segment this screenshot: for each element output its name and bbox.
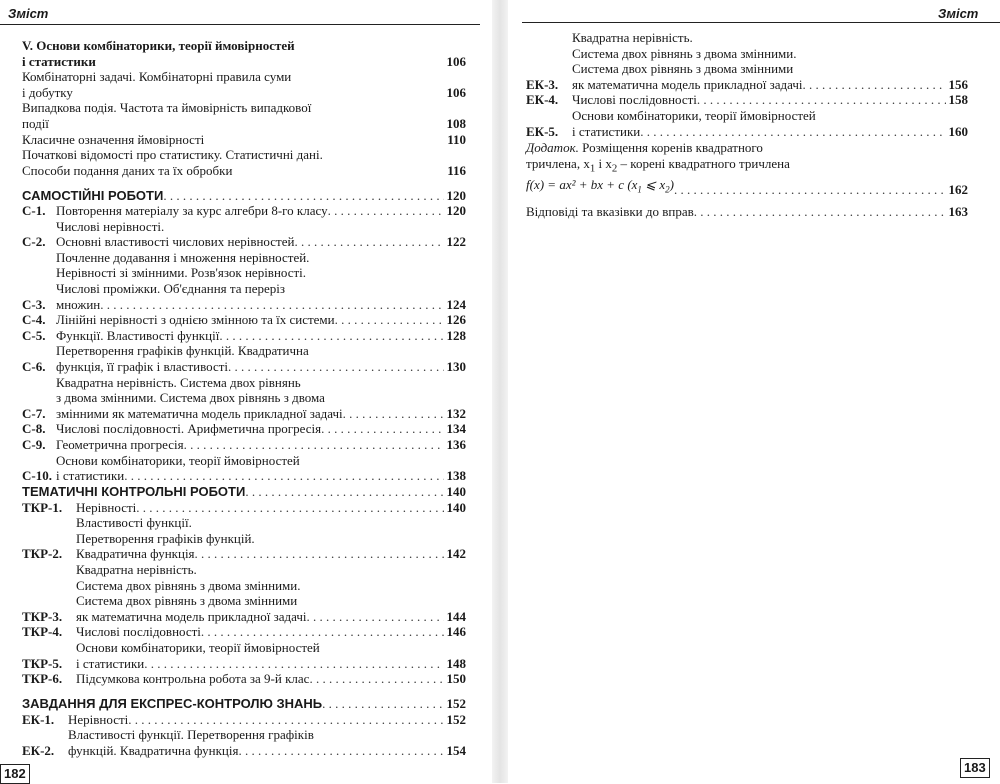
toc-entry-line: Квадратна нерівність. [76, 561, 197, 577]
toc-entry-body [56, 421, 466, 437]
leader-dots [144, 656, 443, 672]
toc-entry[interactable] [22, 562, 466, 624]
toc-left [22, 38, 466, 204]
toc-entry-title-line: V. Основи комбінаторики, теорії ймовірностей [22, 38, 295, 53]
leader-dots [640, 124, 945, 140]
toc-entry-line: Перетворення графіків функцій. [76, 530, 255, 546]
toc-entry[interactable] [526, 92, 968, 108]
toc-entry-line: як математична модель прикладної задачі [76, 608, 307, 624]
toc-entry[interactable] [22, 203, 466, 219]
toc-entry-lastrow [76, 500, 466, 516]
toc-entry-code: ЕК-2. [22, 742, 55, 758]
toc-appendix [526, 140, 968, 220]
toc-entry-code: С-7. [22, 405, 46, 421]
header-rule-right [522, 22, 1000, 23]
toc-entry-line: як математична модель прикладної задачі [572, 76, 803, 92]
toc-entry-code: ЕК-3. [526, 76, 559, 92]
toc-entry[interactable] [526, 108, 968, 139]
toc-entry-section-v[interactable] [22, 38, 466, 69]
toc-entry-lastrow [56, 359, 466, 375]
toc-entry-line: Система двох рівнянь з двома змінними [76, 593, 298, 609]
appendix-line1 [526, 140, 968, 156]
toc-page-number: 162 [948, 182, 968, 198]
toc-entry-lastrow [76, 656, 466, 672]
toc-entry-line: Випадкова подія. Частота та ймовірність випадкової [22, 100, 312, 116]
toc-entry-lastrow [68, 743, 466, 759]
toc-entry-line: множин [56, 296, 101, 312]
leader-dots [343, 406, 444, 422]
subscript: 1 [637, 184, 642, 195]
toc-entry[interactable] [22, 640, 466, 671]
toc-page-number: 140 [446, 484, 466, 499]
toc-page-number: 120 [446, 203, 466, 218]
leader-dots [674, 182, 946, 198]
formula-part: ) [669, 176, 674, 192]
toc-entry-appendix[interactable] [526, 140, 968, 198]
toc-page-number: 132 [446, 405, 466, 421]
toc-page-number: 163 [948, 203, 968, 219]
toc-section-sr[interactable] [22, 188, 466, 204]
toc-page-number: 120 [446, 188, 466, 204]
toc-entry-lastrow [56, 421, 466, 437]
leader-dots [803, 77, 946, 93]
toc-entry-lastrow [76, 546, 466, 562]
toc-entry-code: ТКР-3. [22, 608, 63, 624]
toc-entry-body [56, 437, 466, 453]
toc-page-number: 116 [447, 162, 466, 178]
toc-entry-line: Відповіді та вказівки до вправ [526, 203, 694, 219]
toc-page-number: 160 [948, 123, 968, 139]
toc-entry-code: С-9. [22, 436, 46, 452]
page-number-left: 182 [0, 764, 30, 784]
toc-entry-lastrow [22, 484, 466, 500]
toc-entry-line: Основи комбінаторики, теорії ймовірностей [56, 452, 300, 468]
toc-entry-lastrow [22, 696, 466, 712]
toc-entry-code: ТКР-5. [22, 655, 63, 671]
subscript: 1 [589, 162, 596, 175]
toc-entry-line: Основи комбінаторики, теорії ймовірностей [76, 639, 320, 655]
toc-entry-title-line: і статистики [22, 53, 96, 69]
toc-entry-line: події [22, 115, 49, 131]
formula-part: ⩽ x [641, 176, 666, 192]
appendix-text: тричлена, x [526, 155, 590, 171]
toc-entry-lastrow [572, 77, 968, 93]
toc-entry-body [76, 624, 466, 640]
right-page [508, 0, 1000, 783]
toc-section-title: ЗАВДАННЯ ДЛЯ ЕКСПРЕС-КОНТРОЛЮ ЗНАНЬ [22, 696, 323, 711]
toc-entry-body [56, 250, 466, 312]
subscript: 2 [611, 162, 618, 175]
toc-entry-line: Числові нерівності. [56, 218, 165, 234]
toc-entry-body [56, 219, 466, 250]
toc-entry-lastrow [56, 234, 466, 250]
toc-page-number: 148 [446, 655, 466, 671]
toc-page-number: 146 [446, 624, 466, 640]
toc-page-number: 142 [446, 546, 466, 562]
appendix-text: – корені квадратного тричлена [617, 155, 790, 171]
toc-entry-line: Способи подання даних та їх обробки [22, 162, 233, 178]
appendix-formula [526, 177, 674, 198]
toc-entry-lastrow [76, 624, 466, 640]
leader-dots [335, 312, 444, 328]
toc-entry-line: Перетворення графіків функцій. Квадратична [56, 343, 309, 359]
leader-dots [219, 328, 443, 344]
toc-list-ek-right [526, 30, 968, 139]
leader-dots [322, 696, 443, 712]
leader-dots [238, 743, 443, 759]
toc-entry-line: Початкові відомості про статистику. Статистичні дані. [22, 147, 323, 163]
toc-entry[interactable] [22, 343, 466, 374]
toc-entry-line: Квадратна нерівність. [572, 30, 693, 45]
toc-page-number: 108 [446, 115, 466, 131]
toc-page-number: 150 [446, 671, 466, 687]
toc-entry-line: Основи комбінаторики, теорії ймовірностей [572, 107, 816, 123]
toc-entry[interactable] [22, 375, 466, 422]
toc-entry-lastrow [56, 468, 466, 484]
toc-entry-line: Властивості функції. Перетворення графіків [68, 727, 314, 743]
toc-entry-line: Нерівності зі змінними. Розв'язок нерівності. [56, 265, 307, 281]
toc-entry-line: і статистики [76, 655, 145, 671]
appendix-text: і x [595, 155, 612, 171]
toc-entry[interactable] [22, 712, 466, 728]
left-page [0, 0, 492, 783]
toc-entry-code: С-6. [22, 358, 46, 374]
toc-entry-code: ТКР-2. [22, 546, 63, 562]
leader-dots [201, 624, 444, 640]
toc-entry-lastrow [76, 609, 466, 625]
leader-dots [128, 712, 443, 728]
toc-entry-v-4[interactable] [22, 147, 466, 178]
toc-entry-lastrow [56, 406, 466, 422]
toc-entry-body [76, 515, 466, 562]
toc-entry[interactable] [22, 250, 466, 312]
leader-dots [124, 468, 443, 484]
toc-entry-v-1[interactable] [22, 69, 466, 100]
page-number-right: 183 [960, 758, 990, 778]
toc-page-number: 154 [446, 742, 466, 758]
toc-entry-body [76, 500, 466, 516]
toc-page-number: 122 [446, 234, 466, 250]
toc-entry-lastrow [56, 437, 466, 453]
toc-entry-lastrow [56, 203, 466, 219]
toc-entry-line: Нерівності [68, 711, 129, 727]
toc-page-number: 126 [446, 312, 466, 328]
toc-entry-lastrow [56, 312, 466, 328]
toc-entry-line: і добутку [22, 84, 73, 100]
leader-dots [294, 234, 443, 250]
leader-dots [321, 421, 443, 437]
toc-entry-body [56, 375, 466, 422]
leader-dots [228, 359, 443, 375]
toc-page-number: 134 [446, 421, 466, 437]
toc-entry-body [22, 484, 466, 500]
toc-entry-line: Квадратична функція [76, 546, 195, 562]
toc-list-sr [22, 203, 466, 484]
toc-page-number: 130 [446, 358, 466, 374]
toc-page-number: 124 [446, 296, 466, 312]
toc-entry-line: Основні властивості числових нерівностей [56, 234, 295, 250]
toc-page-number: 136 [446, 436, 466, 452]
toc-entry[interactable] [22, 727, 466, 758]
toc-page-number: 144 [446, 608, 466, 624]
toc-entry-line: Властивості функції. [76, 515, 192, 531]
toc-entry-line: Система двох рівнянь з двома змінними. [76, 577, 301, 593]
toc-entry-line: Лінійні нерівності з однією змінною та їх системи [56, 312, 335, 328]
toc-page-number: 152 [446, 696, 466, 711]
toc-entry-line: Підсумкова контрольна робота за 9-й клас [76, 671, 310, 687]
toc-section-heading[interactable] [22, 696, 466, 712]
toc-entry-line: Функції. Властивості функції [56, 327, 220, 343]
toc-page-number: 106 [446, 84, 466, 100]
toc-entry-code: С-1. [22, 203, 46, 218]
toc-entry-line: Числові послідовності [76, 624, 201, 640]
toc-entry[interactable] [22, 624, 466, 640]
toc-entry-line: функція, її графік і властивості [56, 358, 229, 374]
toc-entry-body [68, 727, 466, 758]
header-rule-left [0, 24, 480, 25]
toc-entry-line: Нерівності [76, 499, 137, 515]
toc-entry-body [56, 453, 466, 484]
header-title-left: Зміст [8, 6, 49, 21]
header-title-right: Зміст [938, 6, 979, 21]
leader-dots [163, 188, 443, 204]
toc-entry-line: Числові послідовності [572, 92, 697, 108]
toc-page-number: 158 [948, 92, 968, 108]
toc-entry-line: Почленне додавання і множення нерівностей. [56, 249, 310, 265]
toc-entry-code: ЕК-1. [22, 711, 55, 727]
appendix-text: Розміщення коренів квадратного [578, 140, 763, 155]
toc-entry[interactable] [22, 421, 466, 437]
toc-entry-line: і статистики [56, 468, 125, 484]
toc-entry-line: Геометрична прогресія [56, 436, 184, 452]
toc-entry-answers[interactable] [526, 204, 968, 220]
spacer [22, 178, 466, 188]
subscript: 2 [665, 184, 670, 195]
toc-section-title: ТЕМАТИЧНІ КОНТРОЛЬНІ РОБОТИ [22, 484, 246, 499]
toc-section-title: САМОСТІЙНІ РОБОТИ [22, 188, 164, 204]
appendix-line2 [526, 156, 968, 177]
toc-entry-body [56, 343, 466, 374]
toc-page-number: 156 [948, 76, 968, 92]
leader-dots [245, 484, 443, 500]
leader-dots [100, 297, 443, 313]
toc-page-number: 110 [447, 131, 466, 147]
toc-entry-code: С-10. [22, 468, 52, 484]
toc-entry-line: функцій. Квадратична функція [68, 742, 239, 758]
toc-entry-code: С-8. [22, 421, 46, 437]
leader-dots [307, 609, 444, 625]
toc-entry-body [68, 712, 466, 728]
toc-entry-lastrow [56, 297, 466, 313]
leader-dots [309, 671, 443, 687]
toc-entry-code: С-3. [22, 296, 46, 312]
toc-page-number: 138 [446, 468, 466, 484]
toc-entry-lastrow [572, 124, 968, 140]
toc-page-number: 106 [446, 53, 466, 69]
toc-entry-body [76, 671, 466, 687]
formula-part: f(x) = ax² + bx + c (x [526, 176, 638, 192]
toc-entry-line: Класичне означення ймовірності [22, 131, 205, 147]
toc-entry-v-2[interactable] [22, 100, 466, 131]
toc-page-number: 152 [446, 711, 466, 727]
toc-entry[interactable] [22, 671, 466, 687]
toc-list-tkr [22, 484, 466, 687]
toc-entry-line: Числові послідовності. Арифметична прогресія [56, 421, 322, 437]
leader-dots [697, 92, 946, 108]
toc-entry[interactable] [22, 500, 466, 516]
toc-entry-lastrow [572, 92, 968, 108]
toc-entry-body [572, 108, 968, 139]
toc-entry[interactable] [22, 515, 466, 562]
leader-dots [184, 437, 444, 453]
toc-entry-body [76, 640, 466, 671]
toc-entry-code: ТКР-6. [22, 671, 63, 687]
toc-entry-code: С-4. [22, 312, 46, 328]
toc-entry[interactable] [22, 437, 466, 453]
toc-entry-body [56, 312, 466, 328]
toc-entry[interactable] [22, 219, 466, 250]
toc-entry-body [572, 30, 968, 92]
toc-entry-line: Квадратна нерівність. Система двох рівнянь [56, 374, 301, 390]
toc-entry-body [76, 562, 466, 624]
toc-entry[interactable] [22, 453, 466, 484]
toc-page-number: 140 [446, 499, 466, 515]
toc-entry-body [572, 92, 968, 108]
toc-entry-body [56, 328, 466, 344]
toc-entry[interactable] [22, 328, 466, 344]
toc-entry-code: ЕК-4. [526, 92, 559, 108]
toc-entry-body [22, 696, 466, 712]
toc-entry-code: ТКР-4. [22, 624, 63, 640]
leader-dots [136, 500, 443, 516]
book-gutter [492, 0, 508, 783]
appendix-label: Додаток. [526, 140, 579, 155]
toc-entry-code: С-5. [22, 327, 46, 343]
leader-dots [694, 204, 946, 220]
toc-entry[interactable] [526, 30, 968, 92]
toc-entry-body [56, 203, 466, 219]
toc-entry-v-3[interactable] [22, 132, 466, 148]
toc-entry-code: С-2. [22, 234, 46, 250]
toc-entry-lastrow [76, 671, 466, 687]
toc-page-number: 128 [446, 327, 466, 343]
toc-entry-code: ЕК-5. [526, 123, 559, 139]
toc-entry-line: змінними як математична модель прикладної задачі [56, 405, 343, 421]
toc-entry-lastrow [56, 328, 466, 344]
toc-entry-line: Повторення матеріалу за курс алгебри 8-го класу [56, 203, 328, 218]
toc-entry-line: Система двох рівнянь з двома змінними [572, 61, 794, 77]
toc-entry-line: з двома змінними. Система двох рівнянь з двома [56, 390, 325, 406]
leader-dots [328, 203, 444, 219]
toc-entry[interactable] [22, 312, 466, 328]
toc-section-heading[interactable] [22, 484, 466, 500]
toc-entry-code: ТКР-1. [22, 499, 63, 515]
toc-entry-line: Система двох рівнянь з двома змінними. [572, 45, 797, 61]
toc-list-ek [22, 696, 466, 758]
toc-entry-lastrow [68, 712, 466, 728]
toc-entry-line: і статистики [572, 123, 641, 139]
toc-entry-line: Комбінаторні задачі. Комбінаторні правила суми [22, 69, 292, 85]
toc-entry-line: Числові проміжки. Об'єднання та переріз [56, 280, 285, 296]
leader-dots [195, 546, 444, 562]
